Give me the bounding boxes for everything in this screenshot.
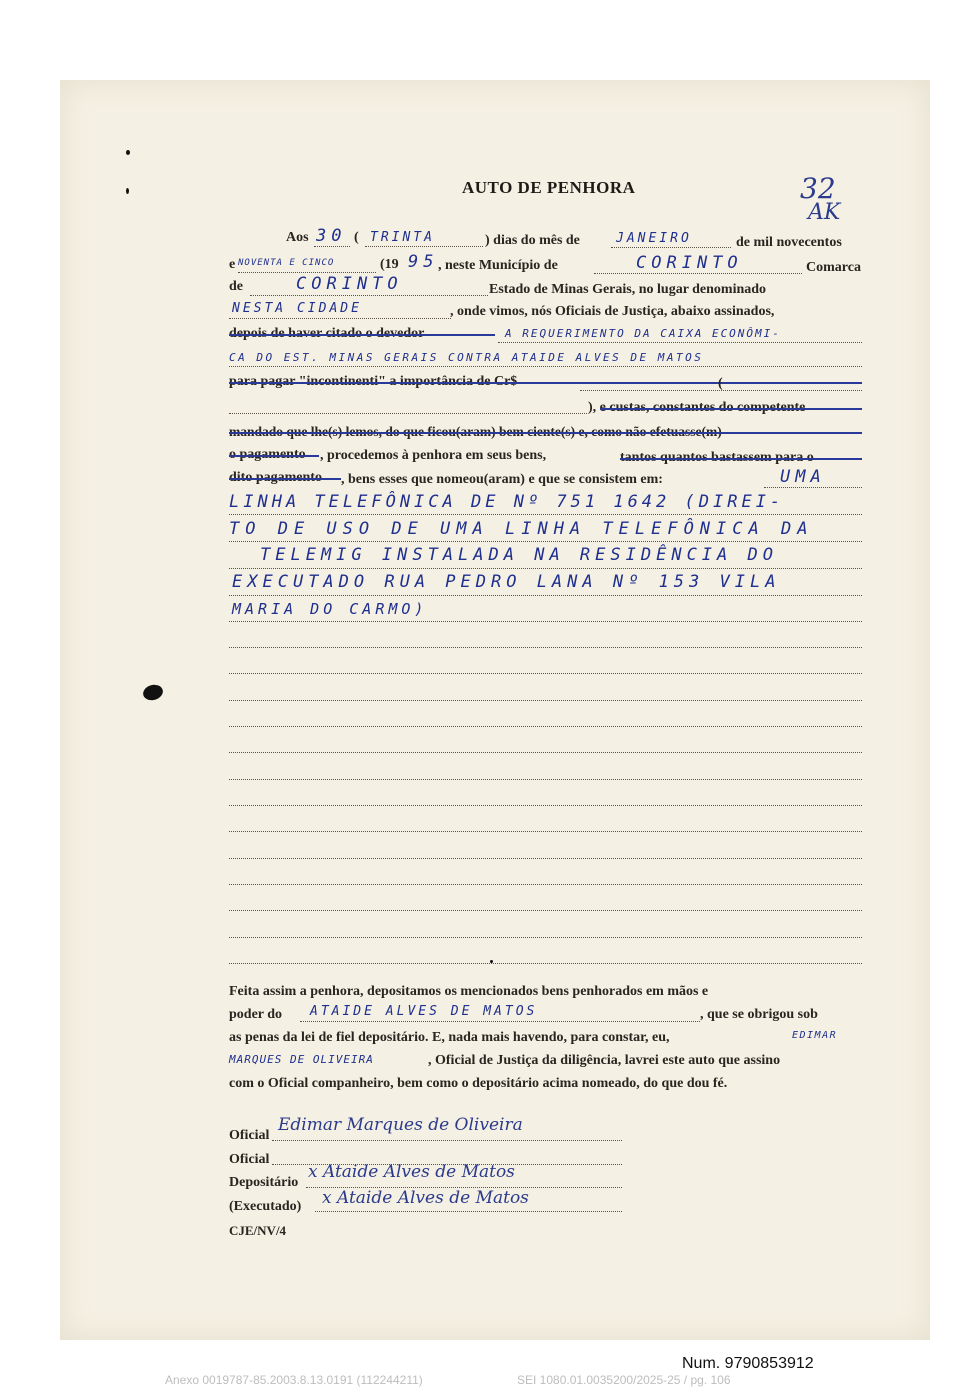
- sig-label-oficial: Oficial: [229, 1128, 270, 1143]
- strike-line: [229, 334, 495, 336]
- procedemos-label: , procedemos à penhora em seus bens,: [320, 448, 547, 463]
- sig-label-depositario: Depositário: [229, 1175, 299, 1190]
- fill-line: [229, 413, 587, 414]
- bens-esses-label: , bens esses que nomeou(aram) e que se consistem em:: [341, 472, 663, 487]
- fill-line: [365, 246, 483, 247]
- blank-line: [229, 805, 862, 806]
- fill-line: [300, 1021, 700, 1022]
- blank-line: [229, 700, 862, 701]
- strike-line: [229, 478, 341, 480]
- aos-label: Aos: [286, 230, 309, 245]
- fill-line: [229, 514, 862, 515]
- blank-line: [229, 726, 862, 727]
- sig-label-executado: (Executado): [229, 1199, 302, 1214]
- strike-line: [620, 458, 862, 460]
- footer-sei: SEI 1080.01.0035200/2025-25 / pg. 106: [517, 1373, 731, 1387]
- bens-linha-4: TELEMIG INSTALADA NA RESIDÊNCIA DO: [260, 545, 778, 565]
- struck-o-pagamento: o pagamento: [229, 447, 306, 462]
- scan-speck: [126, 188, 129, 194]
- signature-executado: x Ataide Alves de Matos: [322, 1188, 529, 1208]
- struck-tantos: tantos quantos bastassem para o: [620, 450, 814, 465]
- struck-depois: depois de haver citado o devedor: [229, 326, 425, 341]
- page-initials-handwritten: AK: [808, 200, 841, 225]
- dia-extenso: TRINTA: [370, 230, 435, 245]
- estado-label: Estado de Minas Gerais, no lugar denominado: [489, 282, 767, 297]
- page-number-handwritten: 32: [800, 172, 836, 205]
- oficial-nome-1: EDIMAR: [792, 1030, 838, 1041]
- e-prefix: e: [229, 257, 236, 272]
- oficial-diligencia-text: , Oficial de Justiça da diligência, lavrei este auto que assino: [428, 1053, 781, 1068]
- form-code: CJE/NV/4: [229, 1223, 287, 1238]
- blank-line: [229, 752, 862, 753]
- mes: JANEIRO: [616, 231, 692, 246]
- bens-linha-3: TO DE USO DE UMA LINHA TELEFÔNICA DA: [229, 519, 814, 539]
- signature-depositario: x Ataide Alves de Matos: [308, 1162, 515, 1182]
- fill-line: [229, 595, 862, 596]
- struck-mandado: mandado que lhe(s) lemos, do que ficou(aram) bem ciente(s) e, como não efetuasse(m): [229, 424, 722, 439]
- fill-line: [229, 318, 451, 319]
- struck-custas: ), e custas, constantes do competente: [588, 400, 806, 415]
- de-label: de: [229, 279, 243, 294]
- dias-mes-label: ) dias do mês de: [485, 233, 580, 248]
- blank-line: [229, 910, 862, 911]
- document-num: Num. 9790853912: [682, 1355, 814, 1372]
- fill-line: [229, 568, 862, 569]
- fill-line: [229, 541, 862, 542]
- blank-line: [229, 673, 862, 674]
- fill-line: [764, 487, 862, 488]
- blank-line: [229, 779, 862, 780]
- bens-linha-6: MARIA DO CARMO): [232, 600, 428, 618]
- feita-assim-text: Feita assim a penhora, depositamos os mencionados bens penhorados em mãos e: [229, 984, 709, 999]
- onde-label: , onde vimos, nós Oficiais de Justiça, abaixo assinados,: [450, 304, 775, 319]
- signature-oficial: Edimar Marques de Oliveira: [278, 1115, 523, 1135]
- sig-line: [315, 1211, 622, 1212]
- strike-line: [600, 408, 862, 410]
- blank-line: [229, 858, 862, 859]
- struck-dito: dito pagamento: [229, 470, 322, 485]
- comarca-label: Comarca: [806, 260, 861, 275]
- strike-line: [229, 382, 862, 384]
- document-title: AUTO DE PENHORA: [462, 178, 636, 197]
- comarca-nome: CORINTO: [296, 274, 403, 294]
- blank-line: [229, 963, 862, 964]
- fill-line: [314, 246, 350, 247]
- ano-19: (19: [380, 257, 399, 272]
- requerimento-linha-2: CA DO EST. MINAS GERAIS CONTRA ATAIDE ALVES DE MATOS: [229, 351, 704, 364]
- bens-linha-2: LINHA TELEFÔNICA DE Nº 751 1642 (DIREI-: [229, 492, 785, 512]
- ano-extenso: NOVENTA E CINCO: [238, 258, 335, 268]
- strike-line: [229, 432, 862, 434]
- as-penas-text: as penas da lei de fiel depositário. E, nada mais havendo, para constar, eu,: [229, 1030, 670, 1045]
- requerimento-linha-1: A REQUERIMENTO DA CAIXA ECONÔMI-: [505, 327, 781, 340]
- blank-line: [229, 937, 862, 938]
- fill-line: [611, 247, 731, 248]
- com-o-oficial-text: com o Oficial companheiro, bem como o depositário acima nomeado, do que dou fé.: [229, 1076, 728, 1091]
- bens-linha-5: EXECUTADO RUA PEDRO LANA Nº 153 VILA: [232, 572, 781, 592]
- struck-para-pagar: para pagar "incontinenti" a importância de Cr$: [229, 374, 518, 389]
- blank-line: [229, 831, 862, 832]
- scan-speck: [126, 150, 130, 155]
- strike-line: [229, 455, 319, 457]
- fill-line: [229, 621, 862, 622]
- neste-municipio-label: , neste Município de: [438, 258, 558, 273]
- paren-open-2: (: [718, 376, 723, 391]
- dia-numero: 30: [316, 226, 347, 246]
- fill-line: [498, 342, 862, 343]
- sig-label-oficial-2: Oficial: [229, 1152, 270, 1167]
- fill-line: [229, 366, 862, 367]
- municipio: CORINTO: [636, 253, 743, 273]
- sig-line: [272, 1140, 622, 1141]
- footer-anexo: Anexo 0019787-85.2003.8.13.0191 (112244211): [165, 1373, 423, 1387]
- lugar: NESTA CIDADE: [232, 301, 362, 316]
- fill-line: [594, 273, 802, 274]
- ano-numero: 95: [408, 252, 439, 272]
- que-se-obrigou-label: , que se obrigou sob: [700, 1007, 818, 1022]
- oficial-nome-2: MARQUES DE OLIVEIRA: [229, 1053, 374, 1066]
- blank-line: [229, 647, 862, 648]
- fill-line: [238, 272, 376, 273]
- paren-open: (: [354, 230, 359, 245]
- bens-linha-1: UMA: [780, 467, 826, 487]
- depositario-nome: ATAIDE ALVES DE MATOS: [310, 1004, 538, 1019]
- poder-do-label: poder do: [229, 1007, 283, 1022]
- blank-line: [229, 884, 862, 885]
- de-mil-label: de mil novecentos: [736, 235, 842, 250]
- fill-line: [250, 295, 488, 296]
